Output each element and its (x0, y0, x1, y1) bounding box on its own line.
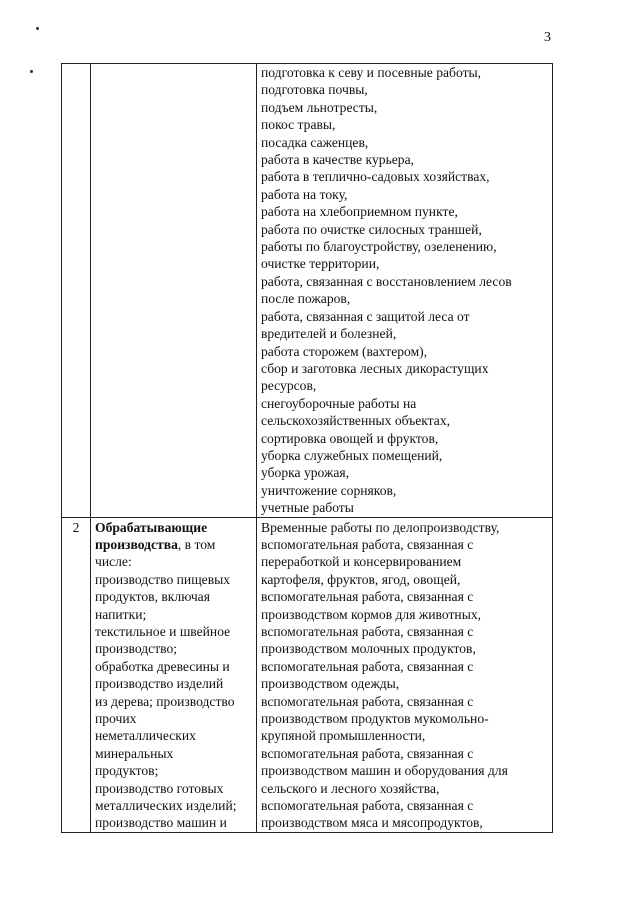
sector-line: производство пищевых (95, 571, 231, 587)
jobs-cell (257, 517, 553, 832)
sector-line: производство готовых (95, 780, 224, 796)
sector-cell (91, 517, 257, 832)
job-line: работа сторожем (вахтером), (261, 343, 428, 359)
sector-line: минеральных (95, 745, 174, 761)
job-line: производством одежды, (261, 676, 400, 692)
job-line: уборка служебных помещений, (261, 447, 443, 463)
sector-line: производство машин и (95, 815, 227, 831)
sector-heading-suffix: , в том (177, 536, 216, 552)
job-line: работа в качестве курьера, (261, 152, 415, 168)
sector-line: продуктов; (95, 763, 159, 779)
job-line: посадка саженцев, (261, 134, 369, 150)
job-line: вспомогательная работа, связанная с (261, 693, 474, 709)
job-line: сбор и заготовка лесных дикорастущих (261, 360, 489, 376)
job-line: работа, связанная с защитой леса от (261, 308, 470, 324)
job-line: работа по очистке силосных траншей, (261, 221, 482, 237)
sector-line: из дерева; производство (95, 693, 235, 709)
job-line: работы по благоустройству, озеленению, (261, 239, 497, 255)
job-line: сельского и лесного хозяйства, (261, 780, 440, 796)
job-line: работа на хлебоприемном пункте, (261, 204, 458, 220)
job-line: вредителей и болезней, (261, 326, 397, 342)
job-line: уничтожение сорняков, (261, 482, 397, 498)
job-line: вспомогательная работа, связанная с (261, 624, 474, 639)
sector-line: напитки; (95, 606, 147, 622)
job-line: сельскохозяйственных объектах, (261, 413, 451, 429)
job-line: Временные работы по делопроизводству, (261, 519, 500, 535)
page-number: 3 (544, 30, 551, 45)
table-row (62, 517, 553, 832)
job-line: снегоуборочные работы на (261, 395, 417, 411)
job-line: производством молочных продуктов, (261, 641, 476, 657)
job-line: вспомогательная работа, связанная с (261, 745, 474, 761)
job-line: переработкой и консервированием (261, 554, 462, 570)
row-number-cell (62, 64, 91, 518)
job-line: очистке территории, (261, 256, 380, 272)
sector-line: производство изделий (95, 676, 224, 692)
job-line: подготовка почвы, (261, 82, 368, 98)
job-line: вспомогательная работа, связанная с (261, 658, 474, 674)
job-line: учетные работы (261, 500, 354, 516)
sector-line: металлических изделий; (95, 798, 237, 814)
job-line: подъем льнотресты, (261, 99, 378, 115)
job-line: крупяной промышленности, (261, 728, 426, 744)
job-line: картофеля, фруктов, ягод, овощей, (261, 571, 461, 587)
data-table (61, 63, 553, 833)
job-line: подготовка к севу и посевные работы, (261, 65, 482, 80)
job-line: производством кормов для животных, (261, 606, 482, 622)
sector-line: обработка древесины и (95, 658, 230, 674)
sector-heading-bold: производства (95, 536, 178, 552)
scan-speck (30, 70, 33, 73)
sector-line: текстильное и швейное (95, 624, 231, 639)
job-line: производством мяса и мясопродуктов, (261, 815, 483, 831)
sector-line: продуктов, включая (95, 589, 210, 605)
sector-line: производство; (95, 641, 178, 657)
sector-heading: Обрабатывающие (95, 519, 208, 535)
job-line: уборка урожая, (261, 465, 350, 481)
table-row (62, 64, 553, 518)
sector-line: неметаллических (95, 728, 196, 744)
job-line: работа в теплично-садовых хозяйствах, (261, 169, 490, 185)
job-line: вспомогательная работа, связанная с (261, 589, 474, 605)
job-line: покос травы, (261, 117, 336, 133)
job-line: вспомогательная работа, связанная с (261, 536, 474, 552)
job-line: работа на току, (261, 186, 348, 202)
job-line: производством машин и оборудования для (261, 763, 508, 779)
job-line: вспомогательная работа, связанная с (261, 798, 474, 814)
jobs-cell (257, 64, 553, 518)
job-line: ресурсов, (261, 378, 317, 394)
sector-line: прочих (95, 711, 137, 727)
job-line: работа, связанная с восстановлением лесов (261, 273, 512, 289)
job-line: после пожаров, (261, 291, 351, 307)
row-number-cell: 2 (62, 517, 91, 832)
scan-speck (36, 27, 39, 30)
sector-line: числе: (95, 554, 132, 570)
job-line: производством продуктов мукомольно- (261, 711, 489, 727)
sector-heading-line (95, 536, 253, 553)
job-line: сортировка овощей и фруктов, (261, 430, 439, 446)
sector-cell (91, 64, 257, 518)
